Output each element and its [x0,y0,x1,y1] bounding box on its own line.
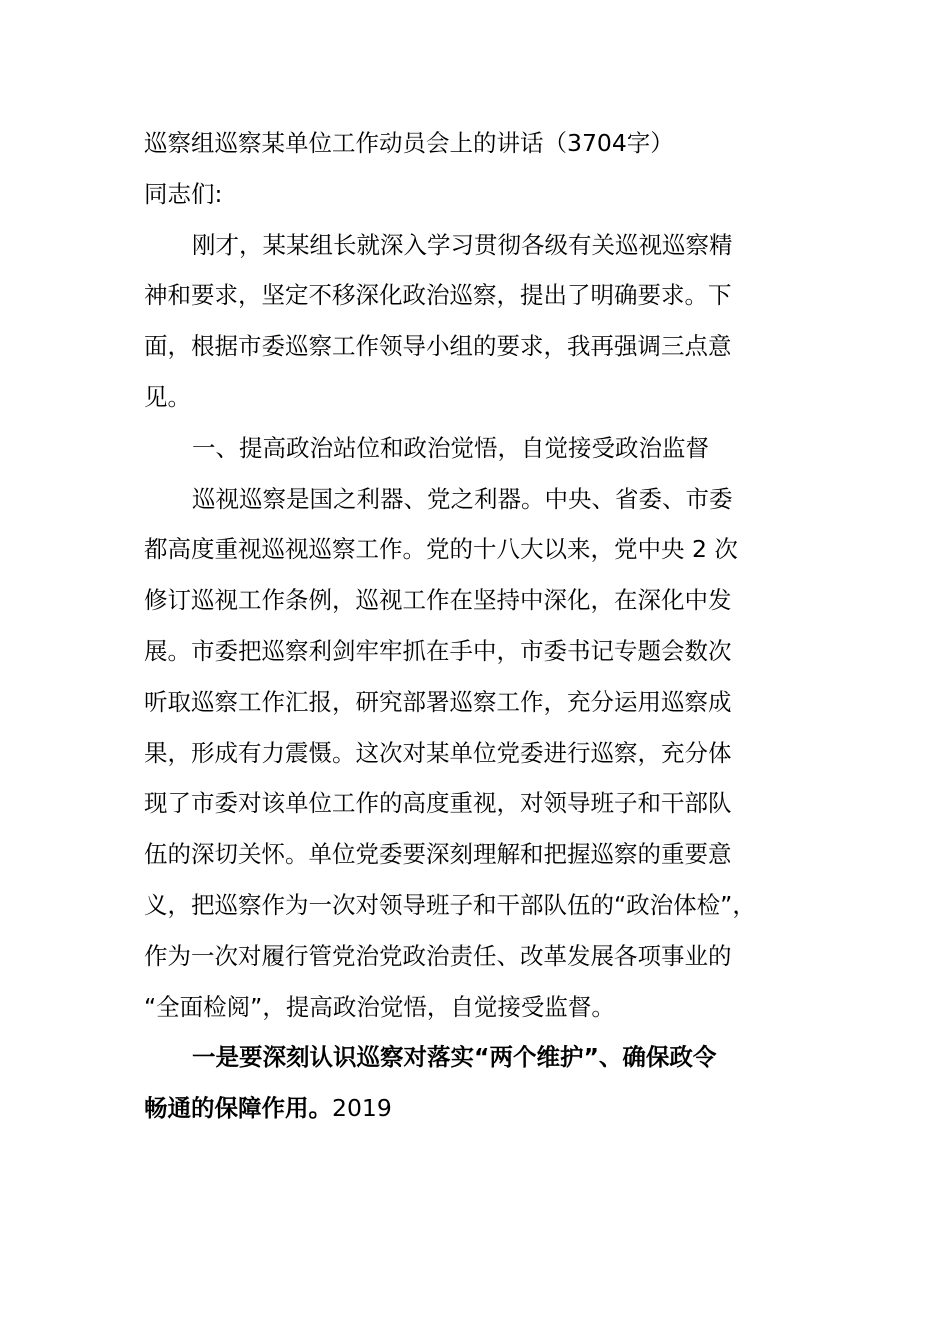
paragraph-1 [144,220,808,423]
paragraph-line: 现了市委对该单位工作的高度重视，对领导班子和干部队 [144,789,732,818]
point-1-line-2 [144,1083,808,1134]
point-1-heading-line: 一是要深刻认识巡察对落实“两个维护”、确保政令 [192,1043,717,1072]
document-page [144,118,808,1134]
paragraph-line: 果，形成有力震慑。这次对某单位党委进行巡察，充分体 [144,738,732,767]
paragraph-2 [144,474,808,1033]
paragraph-line: 见。 [144,382,191,411]
paragraph-line: 听取巡察工作汇报，研究部署巡察工作，充分运用巡察成 [144,687,732,716]
paragraph-line: 都高度重视巡视巡察工作。党的十八大以来，党中央 2 次 [144,535,738,564]
point-1-heading-end: 畅通的保障作用。 [144,1094,332,1123]
paragraph-line: 巡视巡察是国之利器、党之利器。中央、省委、市委 [192,484,733,513]
paragraph-line: 刚才，某某组长就深入学习贯彻各级有关巡视巡察精 [192,230,733,259]
paragraph-line: 面，根据市委巡察工作领导小组的要求，我再强调三点意 [144,332,732,361]
paragraph-line: 伍的深切关怀。单位党委要深刻理解和把握巡察的重要意 [144,840,732,869]
paragraph-line: 作为一次对履行管党治党政治责任、改革发展各项事业的 [144,941,732,970]
salutation: 同志们: [144,179,223,208]
paragraph-line: “全面检阅”，提高政治觉悟，自觉接受监督。 [144,992,615,1021]
point-1-text: 2019 [332,1094,392,1123]
paragraph-line: 义，把巡察作为一次对领导班子和干部队伍的“政治体检”， [144,890,756,919]
paragraph-line: 神和要求，坚定不移深化政治巡察，提出了明确要求。下 [144,281,732,310]
document-title: 巡察组巡察某单位工作动员会上的讲话（3704字） [144,129,674,157]
section-heading-1: 一、提高政治站位和政治觉悟，自觉接受政治监督 [192,433,709,462]
point-1 [144,1032,808,1134]
paragraph-line: 展。市委把巡察利剑牢牢抓在手中，市委书记专题会数次 [144,636,732,665]
paragraph-line: 修订巡视工作条例，巡视工作在坚持中深化，在深化中发 [144,586,732,615]
